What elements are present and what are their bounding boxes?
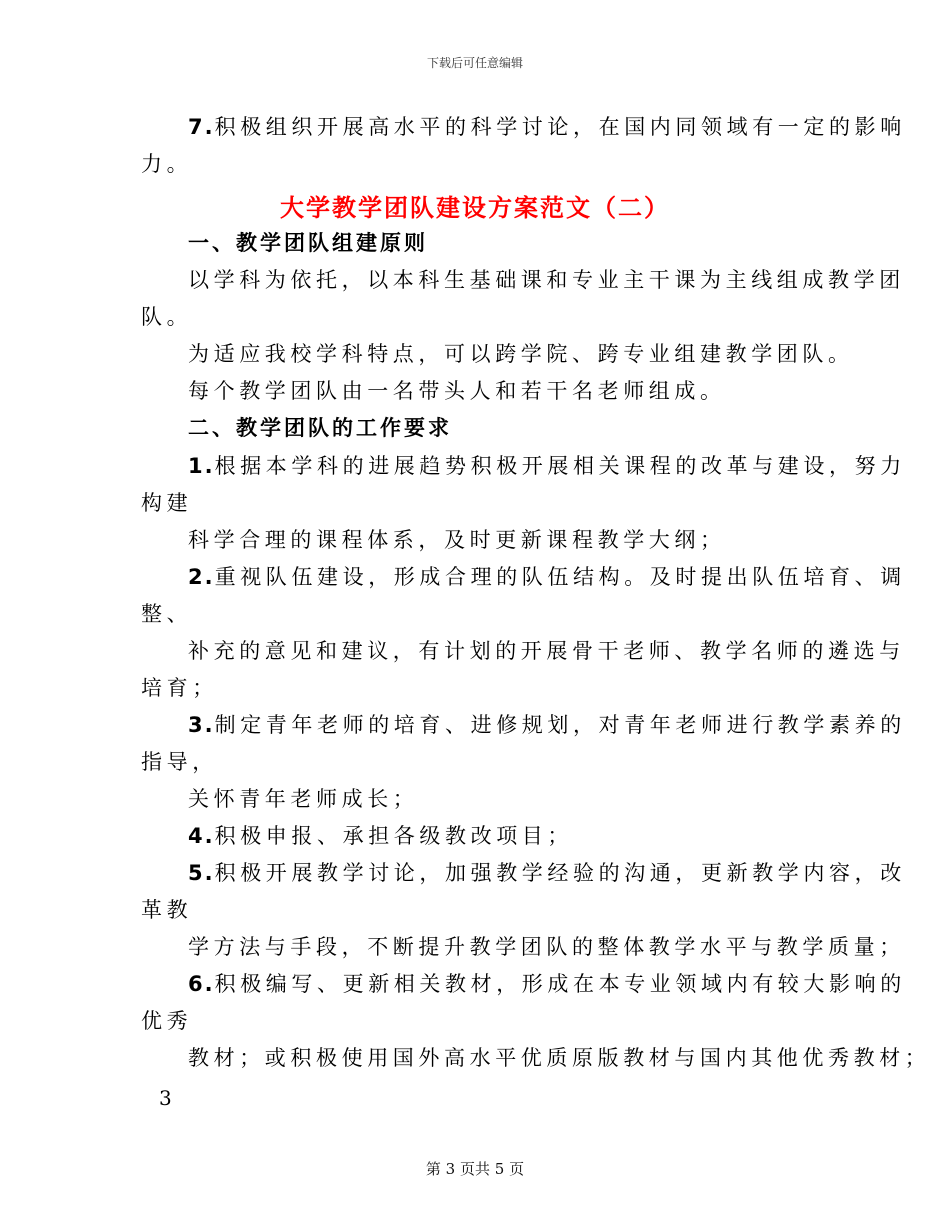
item-text: 积极组织开展高水平的科学讨论，在国内同领域有一定的影响	[214, 115, 906, 139]
item-continuation: 科学合理的课程体系，及时更新课程教学大纲；	[188, 528, 726, 552]
item-continuation: 学方法与手段，不断提升教学团队的整体教学水平与教学质量；	[188, 935, 905, 959]
item-text: 重视队伍建设，形成合理的队伍结构。及时提出队伍培育、调	[214, 565, 906, 589]
item-text: 制定青年老师的培育、进修规划，对青年老师进行教学素养的	[214, 713, 906, 737]
item-3-line	[188, 715, 906, 736]
item-continuation: 教材；或积极使用国外高水平优质原版教材与国内其他优秀教材；	[188, 1046, 931, 1070]
paragraph-line: 每个教学团队由一名带头人和若干名老师组成。	[188, 379, 726, 403]
item-5-line	[188, 863, 906, 884]
item-text: 积极开展教学讨论，加强教学经验的沟通，更新教学内容，改	[214, 861, 906, 885]
item-continuation: 优秀	[141, 1009, 193, 1033]
item-number: 1.	[188, 454, 215, 478]
item-number: 5.	[188, 861, 215, 885]
item-number: 4.	[188, 824, 215, 848]
page-footer: 第 3 页共 5 页	[425, 1160, 525, 1178]
item-continuation: 培育；	[141, 676, 218, 700]
item-7-line	[188, 117, 906, 138]
item-7-continuation: 力。	[141, 152, 193, 176]
document-title: 大学教学团队建设方案范文（二）	[280, 194, 670, 222]
item-2-line	[188, 567, 906, 588]
paragraph-line: 以学科为依托，以本科生基础课和专业主干课为主线组成教学团	[188, 268, 905, 292]
item-text: 积极编写、更新相关教材，形成在本专业领域内有较大影响的	[214, 972, 906, 996]
item-continuation: 构建	[141, 491, 193, 515]
page-number-mark: 3	[159, 1086, 172, 1110]
paragraph-line: 队。	[141, 305, 193, 329]
page-header: 下载后可任意编辑	[426, 56, 523, 70]
item-text: 根据本学科的进展趋势积极开展相关课程的改革与建设，努力	[214, 454, 906, 478]
item-continuation: 整、	[141, 602, 193, 626]
section-2-heading: 二、教学团队的工作要求	[188, 416, 452, 440]
item-4-line	[188, 826, 573, 847]
item-number: 6.	[188, 972, 215, 996]
item-continuation: 革教	[141, 898, 193, 922]
item-continuation: 关怀青年老师成长；	[188, 787, 419, 811]
paragraph-line: 为适应我校学科特点，可以跨学院、跨专业组建教学团队。	[188, 342, 854, 366]
item-number: 3.	[188, 713, 215, 737]
item-text: 积极申报、承担各级教改项目；	[214, 824, 573, 848]
item-number: 2.	[188, 565, 215, 589]
item-continuation: 指导，	[141, 750, 218, 774]
item-6-line	[188, 974, 906, 995]
item-number: 7.	[188, 115, 215, 139]
section-1-heading: 一、教学团队组建原则	[188, 231, 428, 255]
item-continuation: 补充的意见和建议，有计划的开展骨干老师、教学名师的遴选与	[188, 639, 905, 663]
item-1-line	[188, 456, 906, 477]
